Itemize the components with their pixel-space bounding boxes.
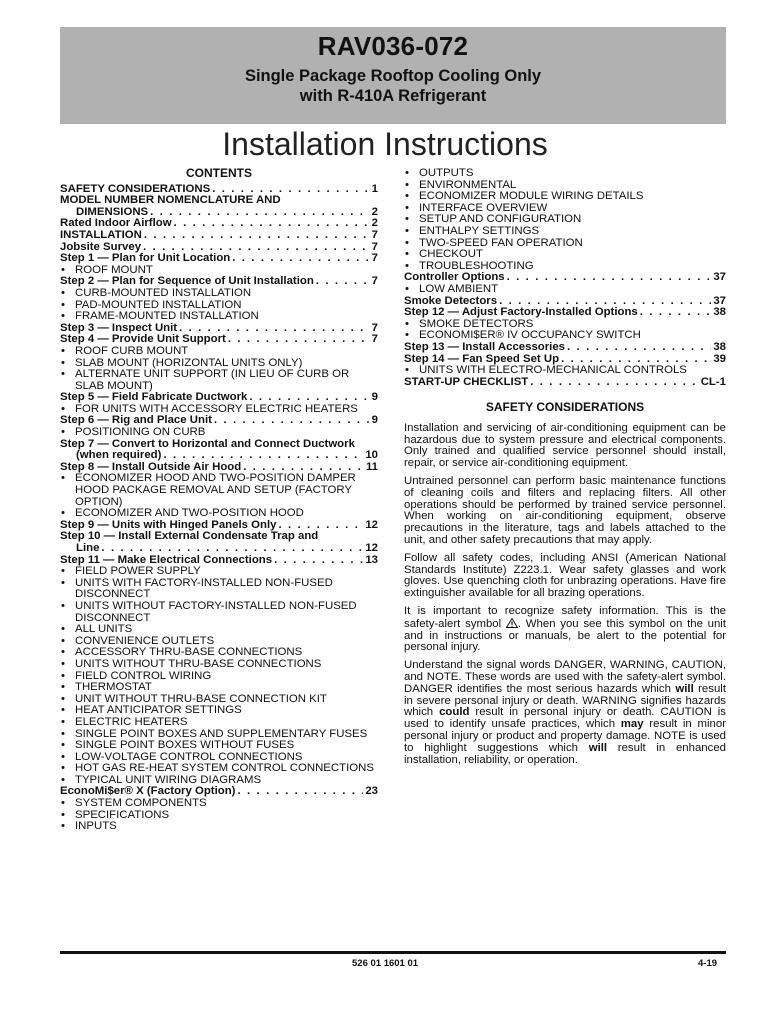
toc-leader-dots [232,253,369,265]
toc-page-number: CL-1 [700,376,726,388]
toc-bullet-item: • SINGLE POINT BOXES AND SUPPLEMENTARY FUSES [60,729,378,741]
toc-heading-line: MODEL NUMBER NOMENCLATURE AND [60,194,281,207]
toc-bullet-item: • ROOF MOUNT [60,265,378,277]
toc-bullet-item: • UNITS WITHOUT FACTORY-INSTALLED NON-FUSED DISCONNECT [60,601,378,624]
toc-bullet-item: • CURB-MOUNTED INSTALLATION [60,288,378,300]
toc-leader-dots [507,272,712,284]
footer-rule [60,951,726,954]
toc-bullet-item: • SLAB MOUNT (HORIZONTAL UNITS ONLY) [60,358,378,370]
toc-page-number: 2 [371,218,378,230]
safety-paragraph: Untrained personnel can perform basic maintenance functions of cleaning coils and filters and replacing filters. All other operations should be performed by trained service personnel. When working on air-conditioning equipment, observe precautions in the literature, tags and labels attached to the unit, and other safety precautions that may apply. [404,475,726,547]
safety-text: result in personal injury or death. CAUTION is used to identify unsafe practices, which [404,706,726,731]
toc-bullet-item: • ECONOMIZER HOOD AND TWO-POSITION DAMPER HOOD PACKAGE REMOVAL AND SETUP (FACTORY OPTION) [60,473,378,508]
toc-entry-label: Step 1 — Plan for Unit Location [60,253,231,265]
toc-entry-label: Step 2 — Plan for Sequence of Unit Installation [60,276,314,288]
toc-page-number: 2 [371,206,378,218]
toc-page-number: 7 [371,322,378,334]
emphasis-word: may [620,718,644,731]
emphasis-word: will [675,682,694,695]
toc-leader-dots [143,242,370,254]
toc-entry-label: SAFETY CONSIDERATIONS [60,183,211,195]
toc-page-number: 12 [365,543,378,554]
toc-entry-label: Jobsite Survey [60,241,142,253]
toc-page-number: 9 [371,415,378,427]
toc-page-number: 11 [365,461,378,473]
toc-entry-label: Step 5 — Field Fabricate Ductwork [60,392,248,404]
toc-page-number: 13 [365,554,378,566]
toc-entry-label: Step 8 — Install Outside Air Hood [60,461,242,473]
toc-bullet-item: • ACCESSORY THRU-BASE CONNECTIONS [60,647,378,659]
toc-entry-label: Step 9 — Units with Hinged Panels Only [60,519,277,531]
title-banner [60,27,726,124]
toc-bullet-item: • UNITS WITH FACTORY-INSTALLED NON-FUSED DISCONNECT [60,578,378,601]
toc-bullet-item: • UNITS WITH ELECTRO-MECHANICAL CONTROLS [404,365,726,377]
toc-entry [404,307,726,319]
toc-page-number: 7 [371,253,378,265]
safety-text: It is important to recognize safety information. This is the safety-alert symbol [404,605,726,630]
toc-bullet-item: • ECONOMIZER MODULE WIRING DETAILS [404,191,726,203]
toc-bullet-item: • LOW AMBIENT [404,284,726,296]
toc-entry [60,218,378,230]
toc-bullet-item: • CHECKOUT [404,249,726,261]
toc-bullet-item: • OUTPUTS [404,168,726,180]
toc-leader-dots [567,342,711,354]
toc-bullet-item: • ECONOMIZER AND TWO-POSITION HOOD [60,508,378,520]
toc-entry-label: Step 12 — Adjust Factory-Installed Options [404,307,638,319]
toc-bullet-item: • FOR UNITS WITH ACCESSORY ELECTRIC HEATERS [60,404,378,416]
toc-bullet-item: • INTERFACE OVERVIEW [404,203,726,215]
toc-entry-label: Step 11 — Make Electrical Connections [60,554,273,566]
toc-bullet-item: • SINGLE POINT BOXES WITHOUT FUSES [60,740,378,752]
toc-entry [404,342,726,354]
toc-page-number: 37 [713,272,726,284]
toc-bullet-item: • SMOKE DETECTORS [404,319,726,331]
toc-entry-label: Step 3 — Inspect Unit [60,322,178,334]
toc-entry-label: Rated Indoor Airflow [60,218,172,230]
toc-bullet-item: • ELECTRIC HEATERS [60,717,378,729]
toc-leader-dots [101,543,363,555]
safety-text: Understand the signal words DANGER, WARNING, CAUTION, and NOTE. These words are used with the safety-alert symbol. DANGER identifies the most serious hazards which [404,659,726,695]
emphasis-word: will [588,741,608,754]
toc-bullet-item: • ALTERNATE UNIT SUPPORT (IN LIEU OF CURB OR SLAB MOUNT) [60,369,378,392]
toc-bullet-item: • FIELD CONTROL WIRING [60,671,378,683]
toc-bullet-item: • POSITIONING ON CURB [60,427,378,439]
toc-page-number: 38 [713,341,726,353]
toc-entry-label: (when required) [76,450,162,462]
toc-entry-label: Smoke Detectors [404,295,498,307]
toc-entry [60,253,378,265]
toc-page-number: 7 [371,334,378,346]
toc-heading-line: Step 10 — Install External Condensate Trap and [60,530,319,543]
toc-leader-dots [274,555,363,567]
signal-words-paragraph [404,660,726,766]
toc-entry-label: Step 4 — Provide Unit Support [60,334,226,346]
toc-leader-dots [174,218,370,230]
safety-text: result in enhanced installation, reliability, or operation. [404,741,726,766]
safety-paragraph: Follow all safety codes, including ANSI (American National Standards Institute) Z223.1. Wear safety glasses and work gloves. Use quenching cloth for unbrazing operations. Have fire extinguisher available for all brazing operations. [404,551,726,600]
safety-text: result in severe personal injury or death. WARNING signifies hazards which [404,682,726,719]
toc-page-number: 7 [371,241,378,253]
toc-page-number: 12 [365,519,378,531]
revision-date: 4-19 [698,958,718,969]
toc-heading-line: Step 7 — Convert to Horizontal and Connect Ductwork [60,437,355,450]
toc-entry-label: INSTALLATION [60,229,142,241]
toc-leader-dots [163,450,363,462]
toc-entry-label: Controller Options [404,272,505,284]
toc-bullet-item: • ENTHALPY SETTINGS [404,226,726,238]
product-subtitle: Single Package Rooftop Cooling Only [244,67,542,85]
toc-bullet-item: • ROOF CURB MOUNT [60,346,378,358]
safety-text: . When you see this symbol on the unit and in instructions or manuals, be alert to the potential for personal injury. [404,617,726,654]
refrigerant-subtitle: with R-410A Refrigerant [299,87,487,105]
toc-bullet-item: • SETUP AND CONFIGURATION [404,214,726,226]
toc-leader-dots [316,276,370,288]
toc-page-number: 1 [371,183,378,195]
contents-left-column [60,168,378,833]
toc-page-number: 9 [371,392,378,404]
toc-entry [60,242,378,254]
toc-entry-label: Step 13 — Install Accessories [404,341,566,353]
toc-leader-dots [499,296,711,308]
toc-entry [60,323,378,335]
toc-entry-label: Step 14 — Fan Speed Set Up [404,353,560,365]
toc-bullet-item: • CONVENIENCE OUTLETS [60,636,378,648]
toc-entry [404,377,726,389]
toc-entry-label: Line [76,543,100,554]
toc-bullet-item: • HEAT ANTICIPATOR SETTINGS [60,705,378,717]
toc-bullet-item: • ECONOMI$ER® IV OCCUPANCY SWITCH [404,330,726,342]
model-number: RAV036-072 [317,31,469,61]
toc-bullet-item: • TYPICAL UNIT WIRING DIAGRAMS [60,775,378,787]
toc-leader-dots [530,377,698,389]
contents-heading: CONTENTS [186,166,252,180]
toc-bullet-item: • FRAME-MOUNTED INSTALLATION [60,311,378,323]
toc-bullet-item: • TWO-SPEED FAN OPERATION [404,238,726,250]
toc-leader-dots [144,230,370,242]
toc-bullet-item: • LOW-VOLTAGE CONTROL CONNECTIONS [60,752,378,764]
safety-paragraph: Installation and servicing of air-conditioning equipment can be hazardous due to system pressure and electrical components. Only trained and qualified service personnel should install, repair, or service air-conditioning equipment. [404,421,726,470]
toc-entry [60,543,378,555]
toc-entry [60,207,378,219]
toc-page-number: 7 [371,276,378,288]
toc-bullet-item: • SPECIFICATIONS [60,810,378,822]
toc-bullet-item: • ENVIRONMENTAL [404,180,726,192]
toc-leader-dots [150,207,370,219]
toc-bullet-item: • INPUTS [60,821,378,833]
toc-bullet-item: • ALL UNITS [60,624,378,636]
toc-bullet-item: • TROUBLESHOOTING [404,261,726,273]
toc-page-number: 39 [713,353,726,365]
toc-page-number: 23 [365,786,378,798]
toc-bullet-item: • HOT GAS RE-HEAT SYSTEM CONTROL CONNECTIONS [60,763,378,775]
safety-alert-paragraph [404,606,726,654]
toc-bullet-item: • SYSTEM COMPONENTS [60,798,378,810]
toc-entry-label: EconoMi$er® X (Factory Option) [60,786,236,798]
right-column [404,168,726,772]
toc-page-number: 7 [371,229,378,241]
toc-page-number: 10 [365,450,378,462]
safety-alert-icon [506,618,518,628]
toc-leader-dots [179,323,370,335]
toc-bullet-item: • FIELD POWER SUPPLY [60,566,378,578]
safety-text: result in minor personal injury or product and property damage. NOTE is used to highlight suggestions which [404,718,726,754]
toc-entry [404,296,726,308]
toc-leader-dots [237,786,363,798]
toc-page-number: 37 [713,295,726,307]
safety-heading: SAFETY CONSIDERATIONS [485,400,645,415]
toc-entry-label: Step 6 — Rig and Place Unit [60,415,212,427]
toc-entry [60,450,378,462]
toc-leader-dots [214,415,370,427]
toc-bullet-item: • THERMOSTAT [60,682,378,694]
toc-entry-label: START-UP CHECKLIST [404,376,529,388]
toc-page-number: 38 [713,307,726,319]
toc-leader-dots [228,334,370,346]
toc-bullet-item: • PAD-MOUNTED INSTALLATION [60,300,378,312]
document-number: 526 01 1601 01 [352,958,419,969]
toc-entry-label: DIMENSIONS [76,206,149,218]
toc-bullet-item: • UNIT WITHOUT THRU-BASE CONNECTION KIT [60,694,378,706]
toc-leader-dots [640,307,712,319]
toc-entry [60,230,378,242]
contents-right-column [404,168,726,388]
toc-bullet-item: • UNITS WITHOUT THRU-BASE CONNECTIONS [60,659,378,671]
page-title: Installation Instructions [222,126,548,162]
emphasis-word: could [439,706,470,719]
